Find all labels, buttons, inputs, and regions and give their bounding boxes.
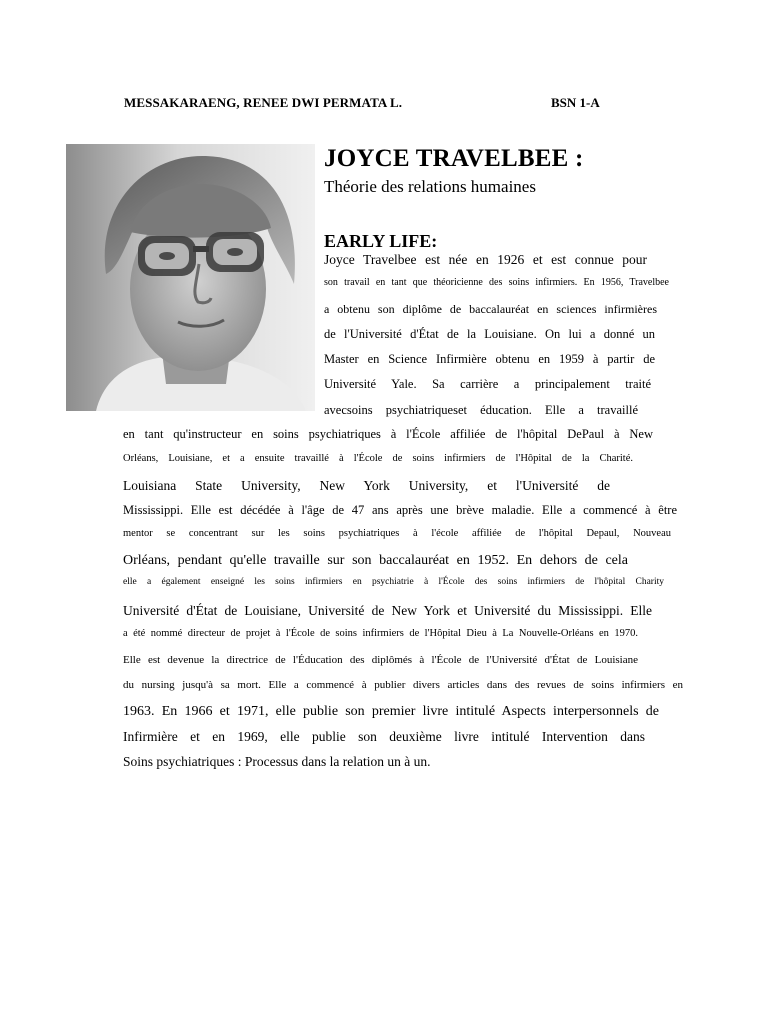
body-line: de l'Université d'État de la Louisiane. On lui a donné un [324, 327, 655, 341]
body-line: a obtenu son diplôme de baccalauréat en sciences infirmières [324, 302, 657, 316]
portrait-photo-icon [66, 144, 315, 411]
body-line: 1963. En 1966 et 1971, elle publie son premier livre intitulé Aspects interpersonnels de [123, 704, 659, 719]
body-line: mentor se concentrant sur les soins psychiatriques à l'école affiliée de l'hôpital Depaul, Nouveau [123, 528, 671, 539]
body-line: Université d'État de Louisiane, Université de New York et Université du Mississippi. Elle [123, 603, 652, 618]
article-subtitle: Théorie des relations humaines [324, 177, 536, 196]
body-line: elle a également enseigné les soins infirmiers en psychiatrie à l'École des soins infirmiers de l'hôpital Charity [123, 577, 664, 587]
article-title: JOYCE TRAVELBEE : [324, 145, 584, 172]
body-line: Mississippi. Elle est décédée à l'âge de 47 ans après une brève maladie. Elle a commencé à être [123, 503, 677, 517]
body-line: Louisiana State University, New York University, et l'Université de [123, 478, 610, 493]
body-line: Orléans, Louisiane, et a ensuite travaillé à l'École de soins infirmiers de l'Hôpital de la Charité. [123, 453, 633, 464]
header-student-name: MESSAKARAENG, RENEE DWI PERMATA L. [124, 95, 403, 110]
body-line: Infirmière et en 1969, elle publie son deuxième livre intitulé Intervention dans [123, 729, 645, 744]
body-line: Université Yale. Sa carrière a principalement traité [324, 377, 651, 391]
body-line: son travail en tant que théoricienne des soins infirmiers. En 1956, Travelbee [324, 277, 669, 288]
body-line: Elle est devenue la directrice de l'Éducation des diplômés à l'École de l'Université d'État de Louisiane [123, 654, 638, 666]
body-line: a été nommé directeur de projet à l'École de soins infirmiers de l'Hôpital Dieu à La Nouvelle-Orléans en 1970. [123, 628, 638, 639]
body-line: Joyce Travelbee est née en 1926 et est connue pour [324, 252, 647, 267]
body-line: avecsoins psychiatriqueset éducation. Elle a travaillé [324, 403, 638, 417]
body-line: du nursing jusqu'à sa mort. Elle a commencé à publier divers articles dans des revues de soins infirmiers en [123, 679, 683, 691]
body-line: Master en Science Infirmière obtenu en 1959 à partir de [324, 352, 655, 366]
body-line: Orléans, pendant qu'elle travaille sur son baccalauréat en 1952. En dehors de cela [123, 553, 628, 568]
header-class-section: BSN 1-A [551, 95, 600, 110]
body-line: Soins psychiatriques : Processus dans la relation un à un. [123, 754, 431, 769]
section-heading-early-life: EARLY LIFE: [324, 231, 438, 251]
body-line: en tant qu'instructeur en soins psychiatriques à l'École affiliée de l'hôpital DePaul à New [123, 427, 653, 441]
